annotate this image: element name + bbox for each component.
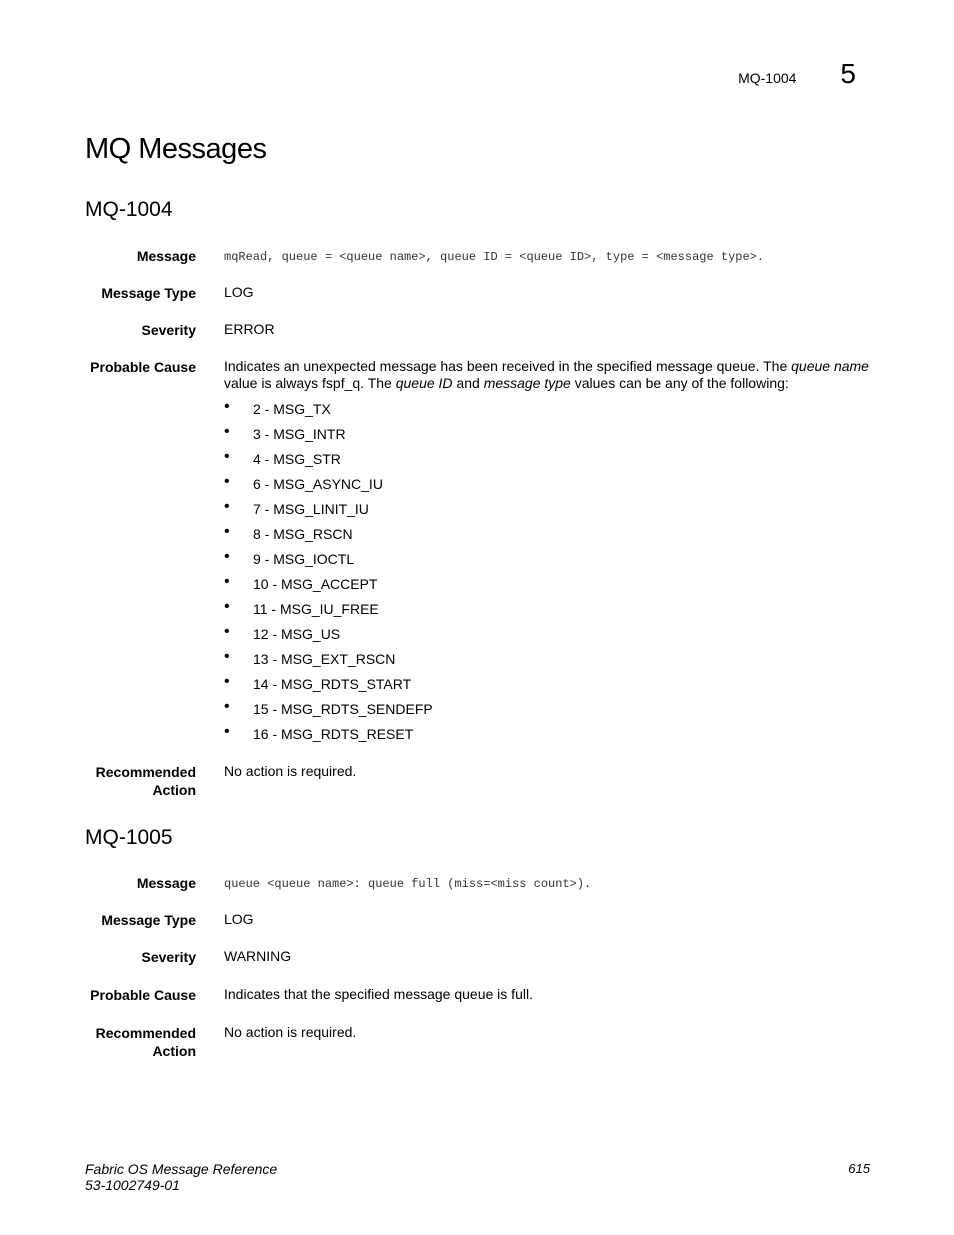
bullet-icon: •: [224, 723, 230, 740]
section-heading: MQ-1005: [85, 826, 173, 849]
bullet-icon: •: [224, 573, 230, 590]
severity-value: ERROR: [224, 321, 275, 337]
list-item: • 11 - MSG_IU_FREE: [224, 598, 379, 617]
page-number: 615: [848, 1161, 870, 1176]
message-value: mqRead, queue = <queue name>, queue ID = <queue ID>, type = <message type>.: [224, 250, 765, 264]
list-item: • 13 - MSG_EXT_RSCN: [224, 648, 396, 667]
message-value: queue <queue name>: queue full (miss=<miss count>).: [224, 877, 592, 891]
recommended-action-value: No action is required.: [224, 1024, 357, 1040]
chapter-number: 5: [840, 58, 856, 89]
list-item: • 8 - MSG_RSCN: [224, 523, 353, 542]
list-item: • 2 - MSG_TX: [224, 398, 331, 417]
bullet-icon: •: [224, 523, 230, 540]
probable-cause-label: Probable Cause: [90, 359, 196, 375]
page-title: MQ Messages: [85, 133, 267, 165]
footer-book-info: [85, 1161, 277, 1193]
recommended-action-value: No action is required.: [224, 763, 357, 779]
list-item: • 6 - MSG_ASYNC_IU: [224, 473, 383, 492]
probable-cause-label: Probable Cause: [90, 987, 196, 1003]
list-item: • 16 - MSG_RDTS_RESET: [224, 723, 414, 742]
bullet-icon: •: [224, 598, 230, 615]
list-item: • 12 - MSG_US: [224, 623, 341, 642]
bullet-icon: •: [224, 423, 230, 440]
recommended-action-label: Recommended Action: [95, 764, 196, 798]
list-item: • 10 - MSG_ACCEPT: [224, 573, 378, 592]
severity-label: Severity: [141, 322, 196, 338]
probable-cause-value: Indicates that the specified message queue is full.: [224, 986, 533, 1002]
severity-label: Severity: [141, 949, 196, 965]
list-item: • 14 - MSG_RDTS_START: [224, 673, 412, 692]
severity-value: WARNING: [224, 948, 292, 964]
bullet-icon: •: [224, 448, 230, 465]
message-label: Message: [136, 248, 196, 264]
bullet-icon: •: [224, 473, 230, 490]
bullet-icon: •: [224, 398, 230, 415]
bullet-icon: •: [224, 548, 230, 565]
list-item: • 9 - MSG_IOCTL: [224, 548, 355, 567]
list-item: • 4 - MSG_STR: [224, 448, 341, 467]
running-header: [738, 58, 856, 90]
footer-book-title: Fabric OS Message Reference: [85, 1161, 278, 1177]
bullet-icon: •: [224, 673, 230, 690]
probable-cause-value: [224, 358, 874, 750]
list-item: • 3 - MSG_INTR: [224, 423, 346, 442]
recommended-action-label: Recommended Action: [95, 1025, 196, 1059]
message-label: Message: [136, 875, 196, 891]
bullet-icon: •: [224, 498, 230, 515]
bullet-icon: •: [224, 698, 230, 715]
message-type-list: [224, 400, 874, 750]
message-type-label: Message Type: [101, 912, 196, 928]
message-type-value: LOG: [224, 911, 254, 927]
message-type-value: LOG: [224, 284, 254, 300]
footer-doc-number: 53-1002749-01: [85, 1177, 180, 1193]
bullet-icon: •: [224, 648, 230, 665]
message-type-label: Message Type: [101, 285, 196, 301]
list-item: • 7 - MSG_LINIT_IU: [224, 498, 369, 517]
section-heading: MQ-1004: [85, 198, 173, 221]
bullet-icon: •: [224, 623, 230, 640]
running-title: MQ-1004: [738, 70, 797, 86]
probable-cause-paragraph: Indicates an unexpected message has been received in the specified message queue. The queue name value is always fspf_q. The queue ID and message type values can be any of the following:: [224, 358, 869, 391]
list-item: • 15 - MSG_RDTS_SENDEFP: [224, 698, 433, 717]
